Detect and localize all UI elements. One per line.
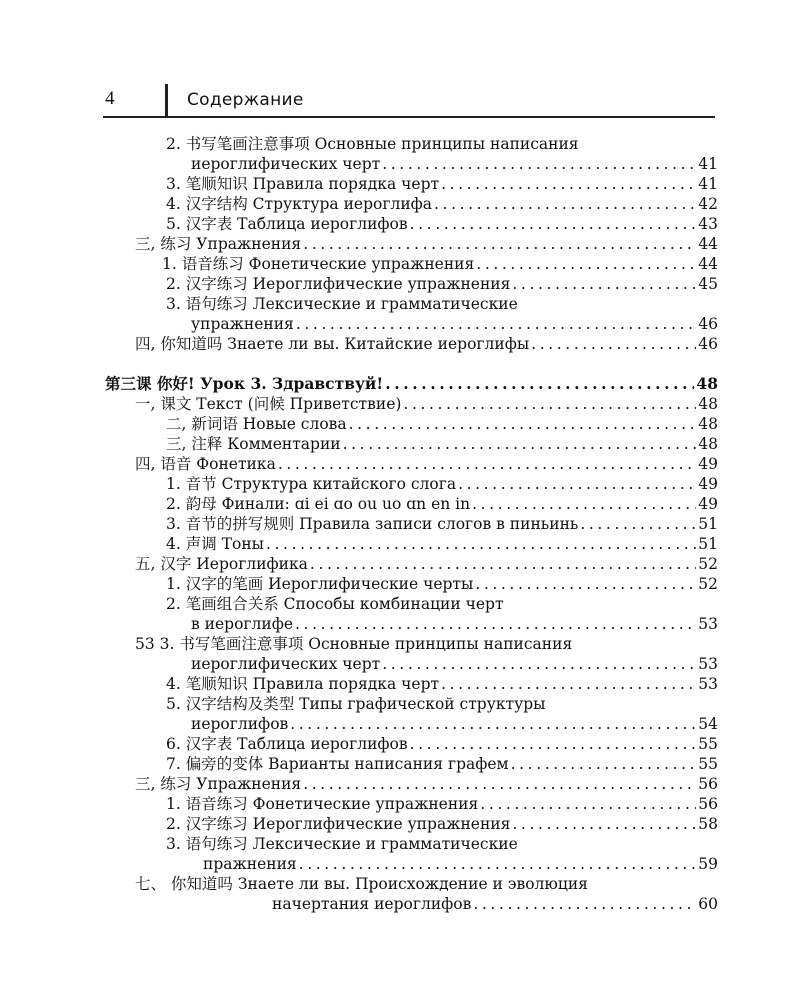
toc-page-number: 49 <box>698 455 718 473</box>
toc-entry-text: 二, 新词语 Новые слова <box>166 415 347 433</box>
toc-page-number: 49 <box>698 495 718 513</box>
toc-line[interactable] <box>166 174 718 194</box>
leader-dots <box>382 154 696 174</box>
toc-entry-text: иероглифических черт <box>191 155 381 173</box>
toc-line[interactable] <box>166 474 718 494</box>
toc-page-number: 59 <box>698 855 718 873</box>
toc-entry-text: 1. 音节 Структура китайского слога <box>166 475 457 493</box>
toc-entry-text: 4. 声调 Тоны <box>166 535 264 553</box>
leader-dots <box>476 254 696 274</box>
toc-page-number: 51 <box>698 535 718 553</box>
toc-page-number: 49 <box>698 475 718 493</box>
page-number: 4 <box>105 88 115 109</box>
toc-page-number: 48 <box>698 435 718 453</box>
leader-dots <box>473 894 696 914</box>
toc-entry-text: начертания иероглифов <box>272 895 472 913</box>
toc-line[interactable] <box>135 454 718 474</box>
toc-entry-text: пражнения <box>203 855 297 873</box>
toc-entry-text: 1. 语音练习 Фонетические упражнения <box>162 255 475 273</box>
toc-entry-text: 4. 笔顺知识 Правила порядка черт <box>166 675 440 693</box>
leader-dots <box>531 334 696 354</box>
leader-dots <box>303 774 696 794</box>
leader-dots <box>295 614 696 634</box>
toc-page-number: 54 <box>698 715 718 733</box>
toc-entry-text: 2. 书写笔画注意事项 Основные принципы написания <box>166 135 579 153</box>
toc-page-number: 48 <box>698 395 718 413</box>
toc-page-number: 41 <box>698 175 718 193</box>
toc-line[interactable] <box>166 734 718 754</box>
toc-line[interactable] <box>166 214 718 234</box>
toc-entry-text: 5. 汉字结构及类型 Типы графической структуры <box>166 695 546 713</box>
leader-dots <box>299 854 697 874</box>
toc-heading-line <box>166 134 726 154</box>
toc-entry-text: 三, 练习 Упражнения <box>135 235 302 253</box>
toc-line[interactable] <box>135 554 718 574</box>
toc-line[interactable] <box>191 614 718 634</box>
toc-entry-text: 3. 音节的拼写规则 Правила записи слогов в пиньинь <box>166 515 579 533</box>
toc-line[interactable] <box>191 654 718 674</box>
toc-page-number: 53 <box>698 675 718 693</box>
toc-page-number: 42 <box>698 195 718 213</box>
toc-entry-text: иероглифов <box>191 715 289 733</box>
leader-dots <box>480 794 696 814</box>
toc-line[interactable] <box>166 494 718 514</box>
toc-entry-text: 七、 你知道吗 Знаете ли вы. Происхождение и эволюция <box>135 875 588 893</box>
leader-dots <box>410 214 697 234</box>
toc-line[interactable] <box>166 754 718 774</box>
toc-entry-text: 四, 语音 Фонетика <box>135 455 276 473</box>
toc-page-number: 45 <box>698 275 718 293</box>
toc-page-number: 58 <box>698 815 718 833</box>
toc-line[interactable] <box>166 534 718 554</box>
leader-dots <box>290 714 696 734</box>
toc-line[interactable] <box>203 854 718 874</box>
toc-entry-text: в иероглифе <box>191 615 294 633</box>
leader-dots <box>266 534 696 554</box>
toc-page-number: 46 <box>698 315 718 333</box>
leader-dots <box>385 374 694 394</box>
leader-dots <box>434 194 696 214</box>
leader-dots <box>403 394 696 414</box>
toc-entry-text: 四, 你知道吗 Знаете ли вы. Китайские иероглифы <box>135 335 530 353</box>
toc-entry-text: 1. 语音练习 Фонетические упражнения <box>166 795 479 813</box>
toc-entry-text: 第三课 你好! Урок 3. Здравствуй! <box>105 374 384 393</box>
toc-entry-text: 一, 课文 Текст (问候 Приветствие) <box>135 395 402 413</box>
toc-page-number: 55 <box>698 735 718 753</box>
leader-dots <box>382 654 696 674</box>
toc-heading-line <box>166 834 726 854</box>
toc-page-number: 60 <box>698 895 718 913</box>
toc-page-number: 53 <box>698 615 718 633</box>
leader-dots <box>343 434 697 454</box>
toc-line[interactable] <box>191 314 718 334</box>
toc-entry-text: 2. 汉字练习 Иероглифические упражнения <box>166 815 511 833</box>
toc-line[interactable] <box>135 334 718 354</box>
toc-entry-text: 4. 汉字结构 Структура иероглифа <box>166 195 433 213</box>
leader-dots <box>580 514 696 534</box>
toc-entry-text: 三, 注释 Комментарии <box>166 435 341 453</box>
leader-dots <box>512 814 696 834</box>
toc-page-number: 46 <box>698 335 718 353</box>
toc-heading-line <box>135 874 725 894</box>
leader-dots <box>441 674 696 694</box>
toc-line[interactable] <box>166 274 718 294</box>
toc-line[interactable] <box>162 254 718 274</box>
toc-line[interactable] <box>166 194 718 214</box>
leader-dots <box>458 474 696 494</box>
toc-page-number: 51 <box>698 515 718 533</box>
toc-line[interactable] <box>166 414 718 434</box>
toc-entry-text: 五, 汉字 Иероглифика <box>135 555 308 573</box>
page-title: Содержание <box>187 90 304 110</box>
toc-line[interactable] <box>191 714 718 734</box>
toc-entry-text: иероглифических черт <box>191 655 381 673</box>
toc-page-number: 53 <box>698 655 718 673</box>
toc-line[interactable] <box>166 814 718 834</box>
toc-entry-text: 2. 汉字练习 Иероглифические упражнения <box>166 275 511 293</box>
leader-dots <box>310 554 696 574</box>
toc-entry-text: 7. 偏旁的变体 Варианты написания графем <box>166 755 509 773</box>
toc-page-number: 44 <box>698 255 718 273</box>
toc-page-number: 48 <box>698 415 718 433</box>
toc-entry-text: 2. 笔画组合关系 Способы комбинации черт <box>166 595 504 613</box>
toc-entry-text: 5. 汉字表 Таблица иероглифов <box>166 215 408 233</box>
toc-line[interactable] <box>166 514 718 534</box>
toc-page-number: 41 <box>698 155 718 173</box>
toc-line[interactable] <box>166 794 718 814</box>
toc-entry-text: 3. 语句练习 Лексические и грамматические <box>166 295 518 313</box>
toc-line[interactable] <box>166 434 718 454</box>
toc-page-number: 56 <box>698 795 718 813</box>
leader-dots <box>472 494 696 514</box>
toc-page-number: 52 <box>698 555 718 573</box>
toc-entry-text: 6. 汉字表 Таблица иероглифов <box>166 735 408 753</box>
toc-entry-text: 2. 韵母 Финали: ɑi ei ɑo ou uo ɑn en in <box>166 495 471 513</box>
leader-dots <box>278 454 696 474</box>
toc-page-number: 48 <box>696 374 718 393</box>
toc-line[interactable] <box>272 894 718 914</box>
toc-page-number: 56 <box>698 775 718 793</box>
toc-entry-text: упражнения <box>191 315 294 333</box>
toc-entry-text: 3. 语句练习 Лексические и грамматические <box>166 835 518 853</box>
leader-dots <box>511 754 697 774</box>
toc-line[interactable] <box>191 154 718 174</box>
toc-line[interactable] <box>166 574 718 594</box>
leader-dots <box>441 174 696 194</box>
toc-entry-text: 三, 练习 Упражнения <box>135 775 302 793</box>
leader-dots <box>349 414 697 434</box>
toc-page-number: 55 <box>698 755 718 773</box>
toc-heading-line <box>166 694 726 714</box>
leader-dots <box>296 314 696 334</box>
toc-entry-text: 53 3. 书写笔画注意事项 Основные принципы написания <box>135 635 573 653</box>
toc-entry-text: 3. 笔顺知识 Правила порядка черт <box>166 175 440 193</box>
toc-page-number: 43 <box>698 215 718 233</box>
leader-dots <box>475 574 696 594</box>
toc-lesson-line[interactable] <box>105 374 718 394</box>
toc-heading-line <box>166 294 726 314</box>
toc-line[interactable] <box>135 774 718 794</box>
leader-dots <box>512 274 696 294</box>
toc-heading-line <box>135 634 725 654</box>
toc-line[interactable] <box>135 234 718 254</box>
toc-line[interactable] <box>135 394 718 414</box>
leader-dots <box>303 234 696 254</box>
toc-heading-line <box>166 594 726 614</box>
leader-dots <box>410 734 697 754</box>
toc-page-number: 44 <box>698 235 718 253</box>
toc-line[interactable] <box>166 674 718 694</box>
toc-entry-text: 1. 汉字的笔画 Иероглифические черты <box>166 575 474 593</box>
toc-page-number: 52 <box>698 575 718 593</box>
